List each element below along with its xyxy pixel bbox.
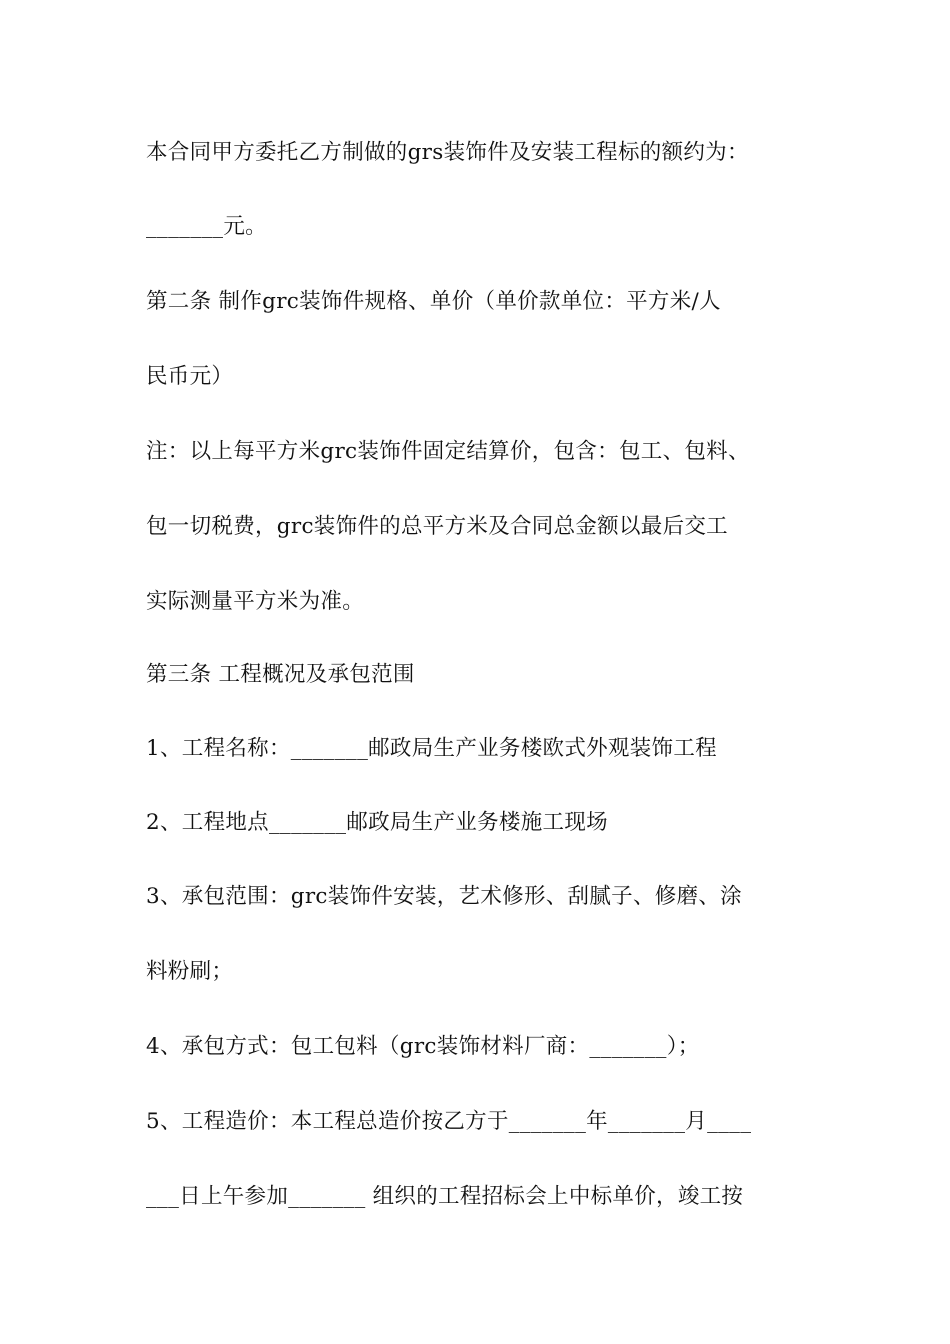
project-location-line: 2、工程地点_______邮政局生产业务楼施工现场 [146, 810, 608, 835]
article-two-heading: 第二条 制作grc装饰件规格、单价（单价款单位：平方米/人 [146, 289, 721, 314]
article-three-heading: 第三条 工程概况及承包范围 [146, 662, 415, 687]
note-line-1: 注：以上每平方米grc装饰件固定结算价，包含：包工、包料、 [146, 439, 750, 464]
project-cost-line: 5、工程造价：本工程总造价按乙方于_______年_______月____ [146, 1109, 752, 1134]
project-name-line: 1、工程名称：_______邮政局生产业务楼欧式外观装饰工程 [146, 736, 717, 761]
project-cost-line-cont: ___日上午参加_______ 组织的工程招标会上中标单价，竣工按 [146, 1184, 744, 1209]
contract-amount-line: 本合同甲方委托乙方制做的grs装饰件及安装工程标的额约为： [146, 140, 749, 165]
note-line-2: 包一切税费，grc装饰件的总平方米及合同总金额以最后交工 [146, 514, 728, 539]
contract-scope-line: 3、承包范围：grc装饰件安装，艺术修形、刮腻子、修磨、涂 [146, 884, 742, 909]
contract-method-line: 4、承包方式：包工包料（grc装饰材料厂商：_______）； [146, 1034, 700, 1059]
note-line-3: 实际测量平方米为准。 [146, 589, 365, 614]
contract-scope-line-cont: 料粉刷； [146, 959, 234, 984]
article-two-heading-cont: 民币元） [146, 364, 234, 389]
contract-amount-blank-line: _______元。 [146, 214, 267, 239]
